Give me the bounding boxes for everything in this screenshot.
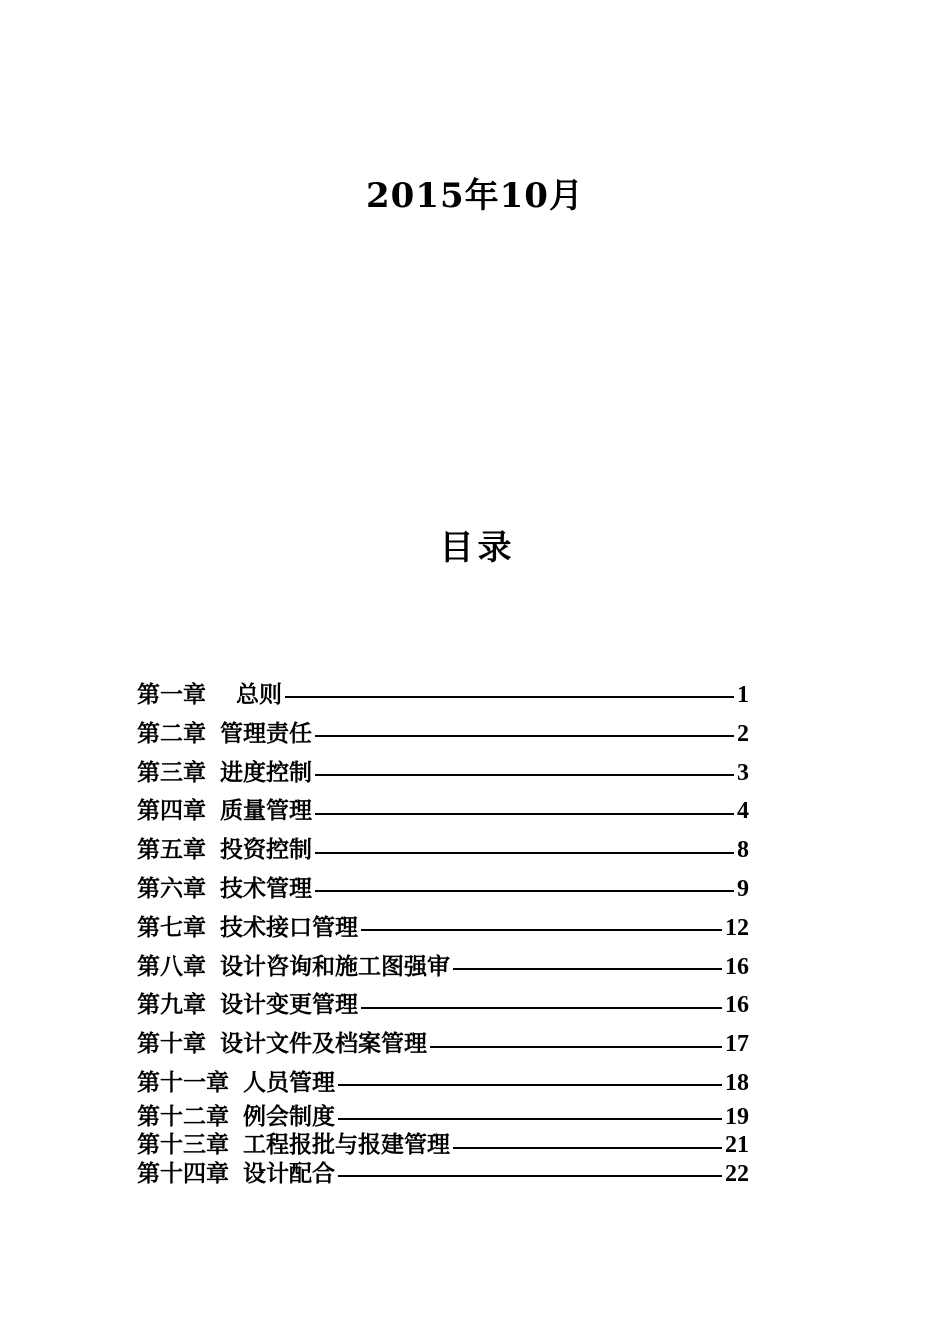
toc-leader-line xyxy=(361,929,722,931)
toc-entry-1[interactable] xyxy=(137,676,749,715)
toc-chapter: 第三章 xyxy=(137,758,206,786)
toc-page-number: 22 xyxy=(725,1160,749,1187)
toc-section-title: 设计文件及档案管理 xyxy=(220,1030,427,1058)
toc-chapter: 第二章 xyxy=(137,719,206,747)
toc-entry-5[interactable] xyxy=(137,831,749,870)
toc-page-number: 17 xyxy=(725,1031,749,1058)
toc-entry-12[interactable] xyxy=(137,1103,749,1132)
toc-leader-line xyxy=(338,1175,722,1177)
toc-leader-line xyxy=(361,1007,722,1009)
toc-leader-line xyxy=(453,1147,722,1149)
toc-chapter: 第十一章 xyxy=(137,1068,229,1096)
toc-leader-line xyxy=(338,1084,722,1086)
toc-chapter: 第九章 xyxy=(137,991,206,1019)
toc-chapter: 第十四章 xyxy=(137,1159,229,1187)
toc-section-title: 人员管理 xyxy=(243,1068,335,1096)
toc-leader-line xyxy=(453,968,722,970)
toc-leader-line xyxy=(315,735,734,737)
toc-chapter: 第十三章 xyxy=(137,1131,229,1159)
toc-entry-11[interactable] xyxy=(137,1064,749,1103)
toc-chapter: 第十二章 xyxy=(137,1102,229,1130)
toc-page-number: 3 xyxy=(737,759,749,786)
toc-entry-3[interactable] xyxy=(137,754,749,793)
toc-page-number: 2 xyxy=(737,720,749,747)
toc-entry-8[interactable] xyxy=(137,948,749,987)
toc-entry-13[interactable] xyxy=(137,1131,749,1160)
toc-chapter: 第六章 xyxy=(137,874,206,902)
toc-entry-6[interactable] xyxy=(137,870,749,909)
toc-leader-line xyxy=(315,774,734,776)
toc-chapter: 第七章 xyxy=(137,913,206,941)
toc-entry-10[interactable] xyxy=(137,1025,749,1064)
toc-chapter: 第十章 xyxy=(137,1030,206,1058)
toc-section-title: 投资控制 xyxy=(220,836,312,864)
toc-section-title: 工程报批与报建管理 xyxy=(243,1131,450,1159)
toc-page-number: 18 xyxy=(725,1069,749,1096)
toc-section-title: 进度控制 xyxy=(220,758,312,786)
toc-page-number: 1 xyxy=(737,682,749,708)
toc-section-title: 总则 xyxy=(236,681,282,708)
toc-entry-9[interactable] xyxy=(137,986,749,1025)
toc-entry-4[interactable] xyxy=(137,792,749,831)
toc-entry-7[interactable] xyxy=(137,909,749,948)
toc-section-title: 管理责任 xyxy=(220,719,312,747)
toc-page-number: 16 xyxy=(725,992,749,1019)
toc-page-number: 19 xyxy=(725,1103,749,1130)
table-of-contents xyxy=(137,676,749,1188)
toc-leader-line xyxy=(285,696,734,698)
document-date: 2015年10月 xyxy=(366,176,584,216)
toc-leader-line xyxy=(315,813,734,815)
toc-page-number: 9 xyxy=(737,875,749,902)
toc-chapter: 第一章 xyxy=(137,681,206,708)
toc-leader-line xyxy=(315,890,734,892)
toc-entry-2[interactable] xyxy=(137,715,749,754)
toc-section-title: 例会制度 xyxy=(243,1102,335,1130)
toc-title: 目录 xyxy=(439,528,516,568)
toc-section-title: 设计变更管理 xyxy=(220,991,358,1019)
toc-page-number: 21 xyxy=(725,1132,749,1159)
toc-section-title: 技术管理 xyxy=(220,874,312,902)
toc-leader-line xyxy=(315,852,734,854)
toc-section-title: 设计配合 xyxy=(243,1159,335,1187)
toc-page-number: 8 xyxy=(737,837,749,864)
toc-page-number: 12 xyxy=(725,914,749,941)
toc-page-number: 4 xyxy=(737,798,749,825)
toc-leader-line xyxy=(338,1118,722,1120)
toc-chapter: 第八章 xyxy=(137,952,206,980)
toc-leader-line xyxy=(430,1046,722,1048)
toc-chapter: 第四章 xyxy=(137,797,206,825)
toc-section-title: 质量管理 xyxy=(220,797,312,825)
toc-chapter: 第五章 xyxy=(137,836,206,864)
toc-section-title: 设计咨询和施工图强审 xyxy=(220,952,450,980)
toc-page-number: 16 xyxy=(725,953,749,980)
toc-section-title: 技术接口管理 xyxy=(220,913,358,941)
toc-entry-14[interactable] xyxy=(137,1160,749,1189)
